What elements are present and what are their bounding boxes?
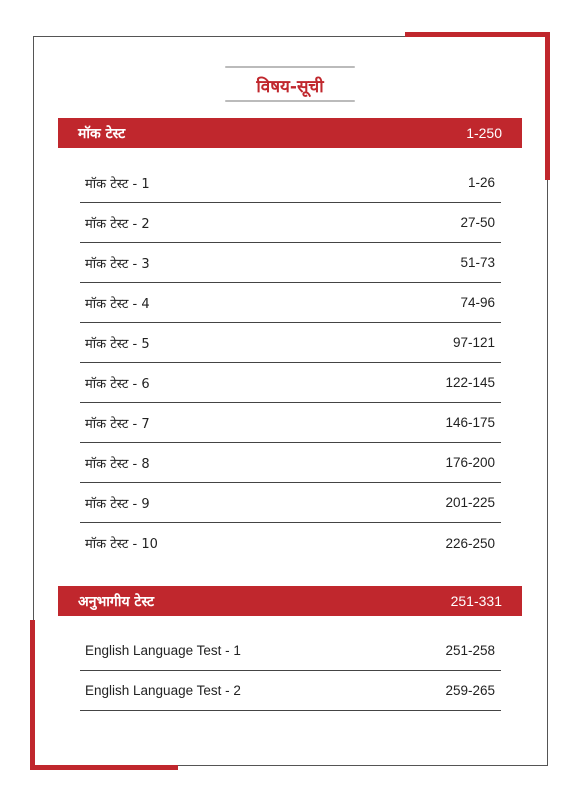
list-item[interactable] xyxy=(80,323,501,363)
list-item[interactable] xyxy=(80,243,501,283)
item-name: मॉक टेस्ट - 9 xyxy=(85,496,150,512)
title-bottom-line xyxy=(225,100,355,102)
list-item[interactable] xyxy=(80,671,501,711)
list-item[interactable] xyxy=(80,283,501,323)
top-right-accent-bar xyxy=(405,32,550,37)
item-pages: 251-258 xyxy=(445,643,495,658)
section-label: मॉक टेस्ट xyxy=(78,125,126,142)
mock-test-list xyxy=(80,163,501,563)
item-name: मॉक टेस्ट - 4 xyxy=(85,296,150,312)
item-pages: 74-96 xyxy=(460,295,495,310)
item-pages: 201-225 xyxy=(445,495,495,510)
item-pages: 259-265 xyxy=(445,683,495,698)
section-header-mock-tests xyxy=(58,118,522,148)
item-name: English Language Test - 1 xyxy=(85,643,241,658)
list-item[interactable] xyxy=(80,403,501,443)
item-name: मॉक टेस्ट - 2 xyxy=(85,216,150,232)
item-name: मॉक टेस्ट - 1 xyxy=(85,176,150,192)
list-item[interactable] xyxy=(80,163,501,203)
page-title: विषय-सूची xyxy=(256,77,324,97)
item-pages: 176-200 xyxy=(445,455,495,470)
list-item[interactable] xyxy=(80,631,501,671)
section-label: अनुभागीय टेस्ट xyxy=(78,593,154,610)
list-item[interactable] xyxy=(80,523,501,563)
item-name: मॉक टेस्ट - 6 xyxy=(85,376,150,392)
item-pages: 122-145 xyxy=(445,375,495,390)
item-pages: 51-73 xyxy=(460,255,495,270)
item-name: English Language Test - 2 xyxy=(85,683,241,698)
item-name: मॉक टेस्ट - 10 xyxy=(85,537,158,552)
item-name: मॉक टेस्ट - 5 xyxy=(85,336,150,352)
list-item[interactable] xyxy=(80,363,501,403)
item-pages: 1-26 xyxy=(467,175,495,190)
bottom-left-accent-bar xyxy=(30,765,178,770)
item-pages: 97-121 xyxy=(452,335,495,350)
item-pages: 226-250 xyxy=(445,535,495,551)
left-accent-bar xyxy=(30,620,35,770)
item-name: मॉक टेस्ट - 3 xyxy=(85,256,150,272)
item-pages: 27-50 xyxy=(460,215,495,230)
sectional-test-list xyxy=(80,631,501,711)
item-pages: 146-175 xyxy=(445,415,495,430)
title-top-line xyxy=(225,66,355,68)
list-item[interactable] xyxy=(80,203,501,243)
title-block xyxy=(225,66,355,102)
section-header-sectional-tests xyxy=(58,586,522,616)
section-range: 251-331 xyxy=(450,593,502,609)
item-name: मॉक टेस्ट - 7 xyxy=(85,416,150,432)
list-item[interactable] xyxy=(80,483,501,523)
item-name: मॉक टेस्ट - 8 xyxy=(85,456,150,472)
section-range: 1-250 xyxy=(466,125,502,141)
right-accent-bar xyxy=(545,32,550,180)
list-item[interactable] xyxy=(80,443,501,483)
